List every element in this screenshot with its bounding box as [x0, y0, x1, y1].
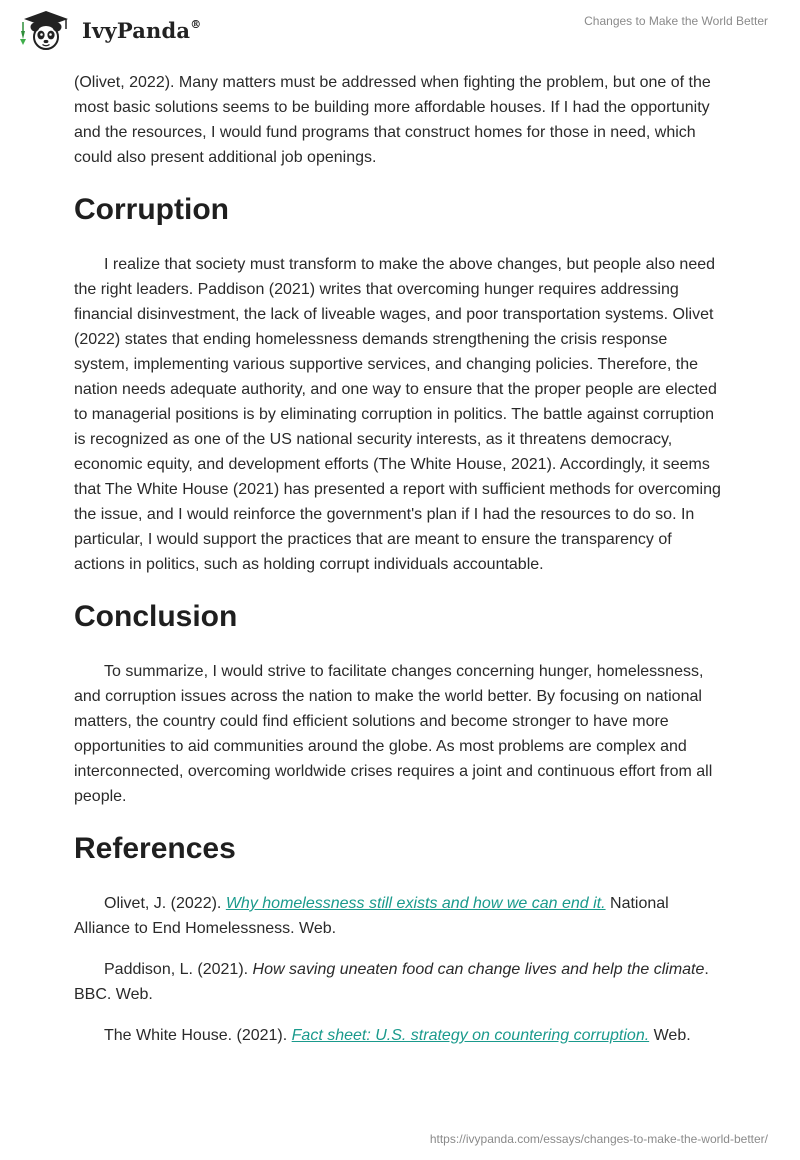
logo-name: IvyPanda: [82, 17, 191, 43]
essay-content: [74, 70, 726, 1064]
reference-prefix: The White House. (2021).: [104, 1027, 292, 1044]
reference-link-white-house[interactable]: Fact sheet: U.S. strategy on countering corruption.: [291, 1027, 650, 1044]
references-heading: References: [74, 832, 236, 865]
site-logo[interactable]: [16, 9, 201, 51]
corruption-heading: Corruption: [74, 193, 229, 226]
registered-mark: ®: [190, 17, 202, 31]
reference-item-white-house: [74, 1023, 726, 1048]
reference-prefix: Olivet, J. (2022).: [104, 895, 226, 912]
conclusion-heading: Conclusion: [74, 600, 238, 633]
reference-suffix: Web.: [649, 1027, 691, 1044]
conclusion-paragraph: To summarize, I would strive to facilitate changes concerning hunger, homelessness, and corruption issues across the nation to make the world better. By focusing on national matters, the country could find efficient solutions and become stronger to have more opportunities to aid communities around the globe. As most problems are complex and interconnected, overcoming worldwide crises requires a joint and continuous effort from all people.: [74, 663, 713, 805]
reference-suffix: National Alliance to End Homelessness. Web.: [74, 895, 669, 937]
reference-suffix: . BBC. Web.: [74, 961, 709, 1003]
intro-paragraph: (Olivet, 2022). Many matters must be addressed when fighting the problem, but one of the most basic solutions seems to be building more affordable houses. If I had the opportunity and the resources, I would fund programs that construct homes for those in need, which could also present additional job openings.: [74, 74, 711, 166]
logo-text: [82, 18, 201, 43]
reference-link-olivet[interactable]: Why homelessness still exists and how we can end it.: [225, 895, 606, 912]
header-page-title: Changes to Make the World Better: [584, 14, 768, 28]
reference-title-paddison: How saving uneaten food can change lives and help the climate: [252, 961, 705, 978]
reference-prefix: Paddison, L. (2021).: [104, 961, 253, 978]
corruption-paragraph: I realize that society must transform to make the above changes, but people also need the right leaders. Paddison (2021) writes that overcoming hunger requires addressing financial disinvestment, the lack of liveable wages, and poor transportation systems. Olivet (2022) states that ending homelessness demands strengthening the crisis response system, implementing various supportive services, and changing policies. Therefore, the nation needs adequate authority, and one way to ensure that the proper people are elected to managerial positions is by eliminating corruption in politics. The battle against corruption is recognized as one of the US national security interests, as it threatens democracy, economic equity, and development efforts (The White House, 2021). Accordingly, it seems that The White House (2021) has presented a report with sufficient methods for overcoming the issue, and I would reinforce the government's plan if I had the resources to do so. In particular, I would support the practices that are meant to ensure the transparency of actions in politics, such as holding corrupt individuals accountable.: [74, 256, 721, 573]
footer-url[interactable]: https://ivypanda.com/essays/changes-to-make-the-world-better/: [429, 1132, 768, 1146]
panda-logo-icon: [16, 9, 76, 51]
page-header: [0, 0, 800, 60]
reference-item-paddison: [74, 957, 726, 1007]
reference-item-olivet: [74, 891, 726, 941]
